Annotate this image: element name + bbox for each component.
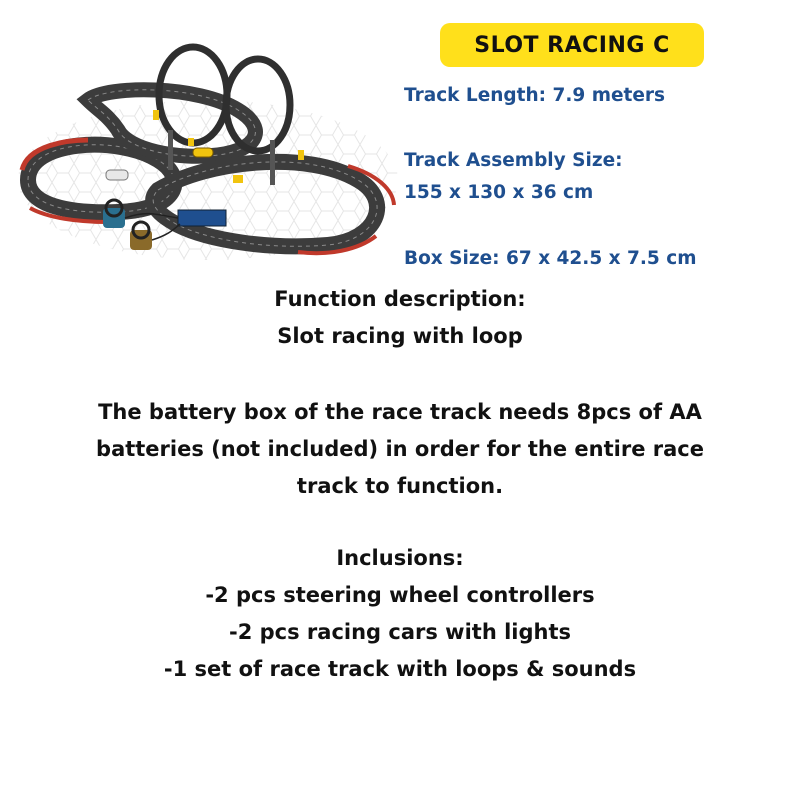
inclusion-item: -2 pcs steering wheel controllers <box>205 583 595 607</box>
function-heading: Function description: <box>274 287 526 311</box>
product-title-badge: SLOT RACING C <box>440 23 704 67</box>
racing-car-white <box>106 170 128 180</box>
assembly-size-value: 155 x 130 x 36 cm <box>404 182 594 203</box>
battery-line-3: track to function. <box>296 474 504 498</box>
inclusions-heading: Inclusions: <box>336 546 464 570</box>
inclusion-item: -2 pcs racing cars with lights <box>229 620 571 644</box>
racing-car-yellow <box>193 148 213 157</box>
function-text: Slot racing with loop <box>277 324 523 348</box>
inclusion-item: -1 set of race track with loops & sounds <box>163 657 637 681</box>
battery-line-1: The battery box of the race track needs 8pcs of AA <box>98 400 702 424</box>
track-length: Track Length: 7.9 meters <box>404 85 666 106</box>
battery-line-2: batteries (not included) in order for the entire race <box>96 437 704 461</box>
assembly-size-label: Track Assembly Size: <box>404 150 623 171</box>
product-image <box>8 40 400 276</box>
box-size: Box Size: 67 x 42.5 x 7.5 cm <box>404 248 697 269</box>
battery-box <box>178 210 226 226</box>
